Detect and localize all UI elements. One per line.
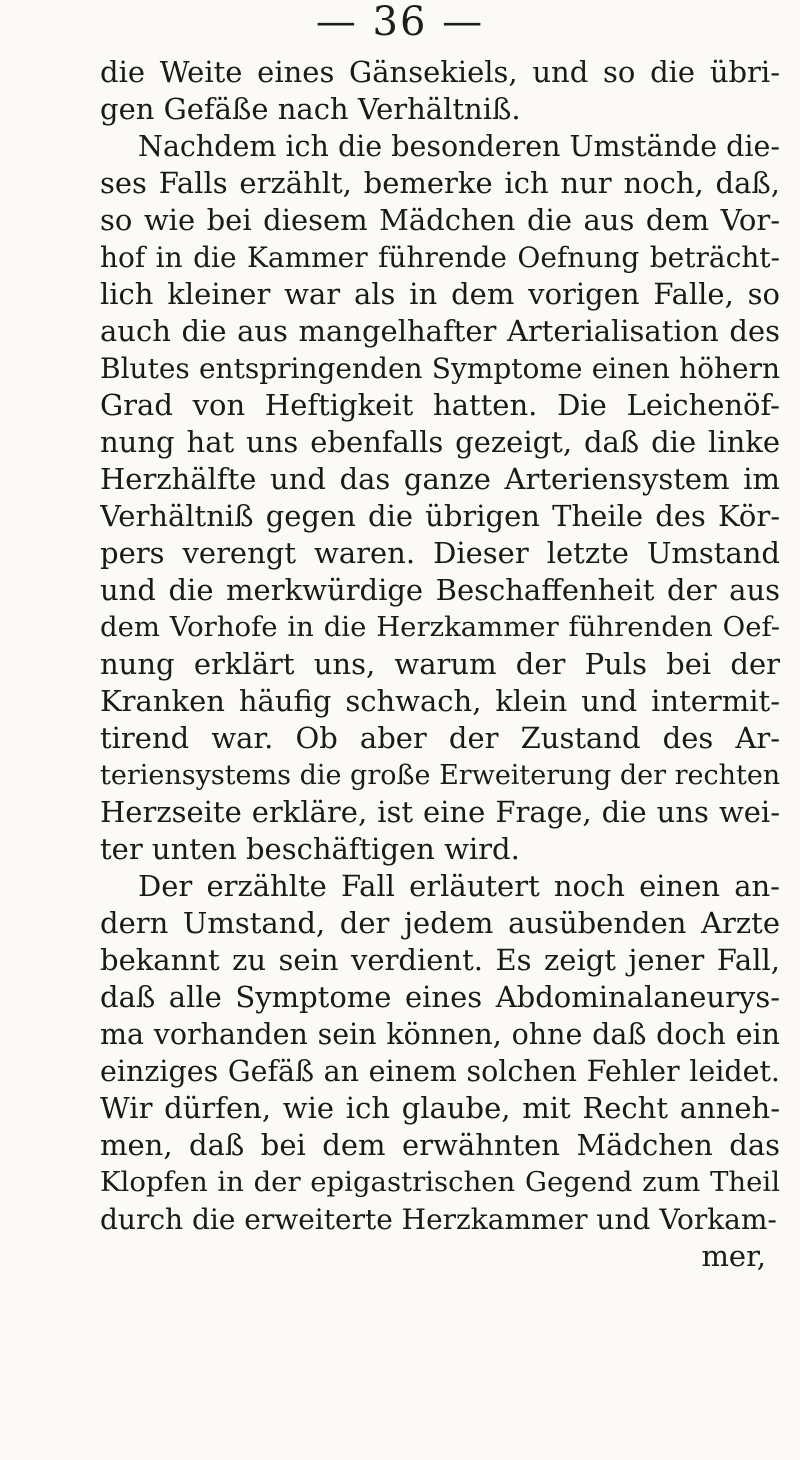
text-line: dem Vorhofe in die Herzkammer führenden Oef- xyxy=(100,611,780,643)
text-line: Der erzählte Fall erläutert noch einen an- xyxy=(138,869,780,903)
text-line: die Weite eines Gänsekiels, und so die übri- xyxy=(100,55,780,89)
text-line: pers verengt waren. Dieser letzte Umstand xyxy=(100,536,780,570)
text-line: ses Falls erzählt, bemerke ich nur noch, daß, xyxy=(100,166,780,200)
text-line: so wie bei diesem Mädchen die aus dem Vor- xyxy=(100,203,780,237)
text-line: gen Gefäße nach Verhältniß. xyxy=(100,92,521,126)
text-line: durch die erweiterte Herzkammer und Vorkam- xyxy=(100,1203,777,1236)
text-line: teriensystems die große Erweiterung der rechten xyxy=(100,760,780,791)
text-line: Klopfen in der epigastrischen Gegend zum Theil xyxy=(100,1166,780,1198)
text-line: Herzhälfte und das ganze Arteriensystem im xyxy=(100,462,780,496)
text-line: und die merkwürdige Beschaffenheit der aus xyxy=(100,573,780,607)
text-line: ma vorhanden sein können, ohne daß doch ein xyxy=(100,1018,780,1051)
text-line: dern Umstand, der jedem ausübenden Arzte xyxy=(100,906,780,940)
text-line: ter unten beschäftigen wird. xyxy=(100,832,520,866)
text-line: Grad von Heftigkeit hatten. Die Leichenöf- xyxy=(100,388,780,422)
text-line: Verhältniß gegen die übrigen Theile des Kör- xyxy=(100,499,780,533)
text-line: men, daß bei dem erwähnten Mädchen das xyxy=(100,1128,780,1162)
text-line: Kranken häufig schwach, klein und intermit- xyxy=(100,684,780,718)
page-number: — 36 — xyxy=(315,0,485,45)
text-line: tirend war. Ob aber der Zustand des Ar- xyxy=(100,721,780,755)
paragraph xyxy=(100,868,780,1238)
text-line: einziges Gefäß an einem solchen Fehler leidet. xyxy=(100,1055,780,1088)
text-line: daß alle Symptome eines Abdominalaneurys- xyxy=(100,980,780,1014)
catchword: mer, xyxy=(701,1239,766,1273)
paragraph xyxy=(100,54,780,128)
text-line: nung hat uns ebenfalls gezeigt, daß die linke xyxy=(100,425,780,459)
text-line: Herzseite erkläre, ist eine Frage, die uns wei- xyxy=(100,795,780,829)
paragraph xyxy=(100,128,780,868)
text-line: lich kleiner war als in dem vorigen Falle, so xyxy=(100,277,780,311)
text-line: nung erklärt uns, warum der Puls bei der xyxy=(100,647,780,681)
text-line: bekannt zu sein verdient. Es zeigt jener Fall, xyxy=(100,943,780,977)
text-line: Wir dürfen, wie ich glaube, mit Recht anneh- xyxy=(100,1091,780,1125)
text-line: Nachdem ich die besonderen Umstände die- xyxy=(138,130,780,163)
text-line: Blutes entspringenden Symptome einen höhern xyxy=(100,352,780,385)
text-line: auch die aus mangelhafter Arterialisation des xyxy=(100,314,780,348)
body-text xyxy=(100,54,780,1275)
text-line: hof in die Kammer führende Oefnung beträcht- xyxy=(100,241,780,274)
